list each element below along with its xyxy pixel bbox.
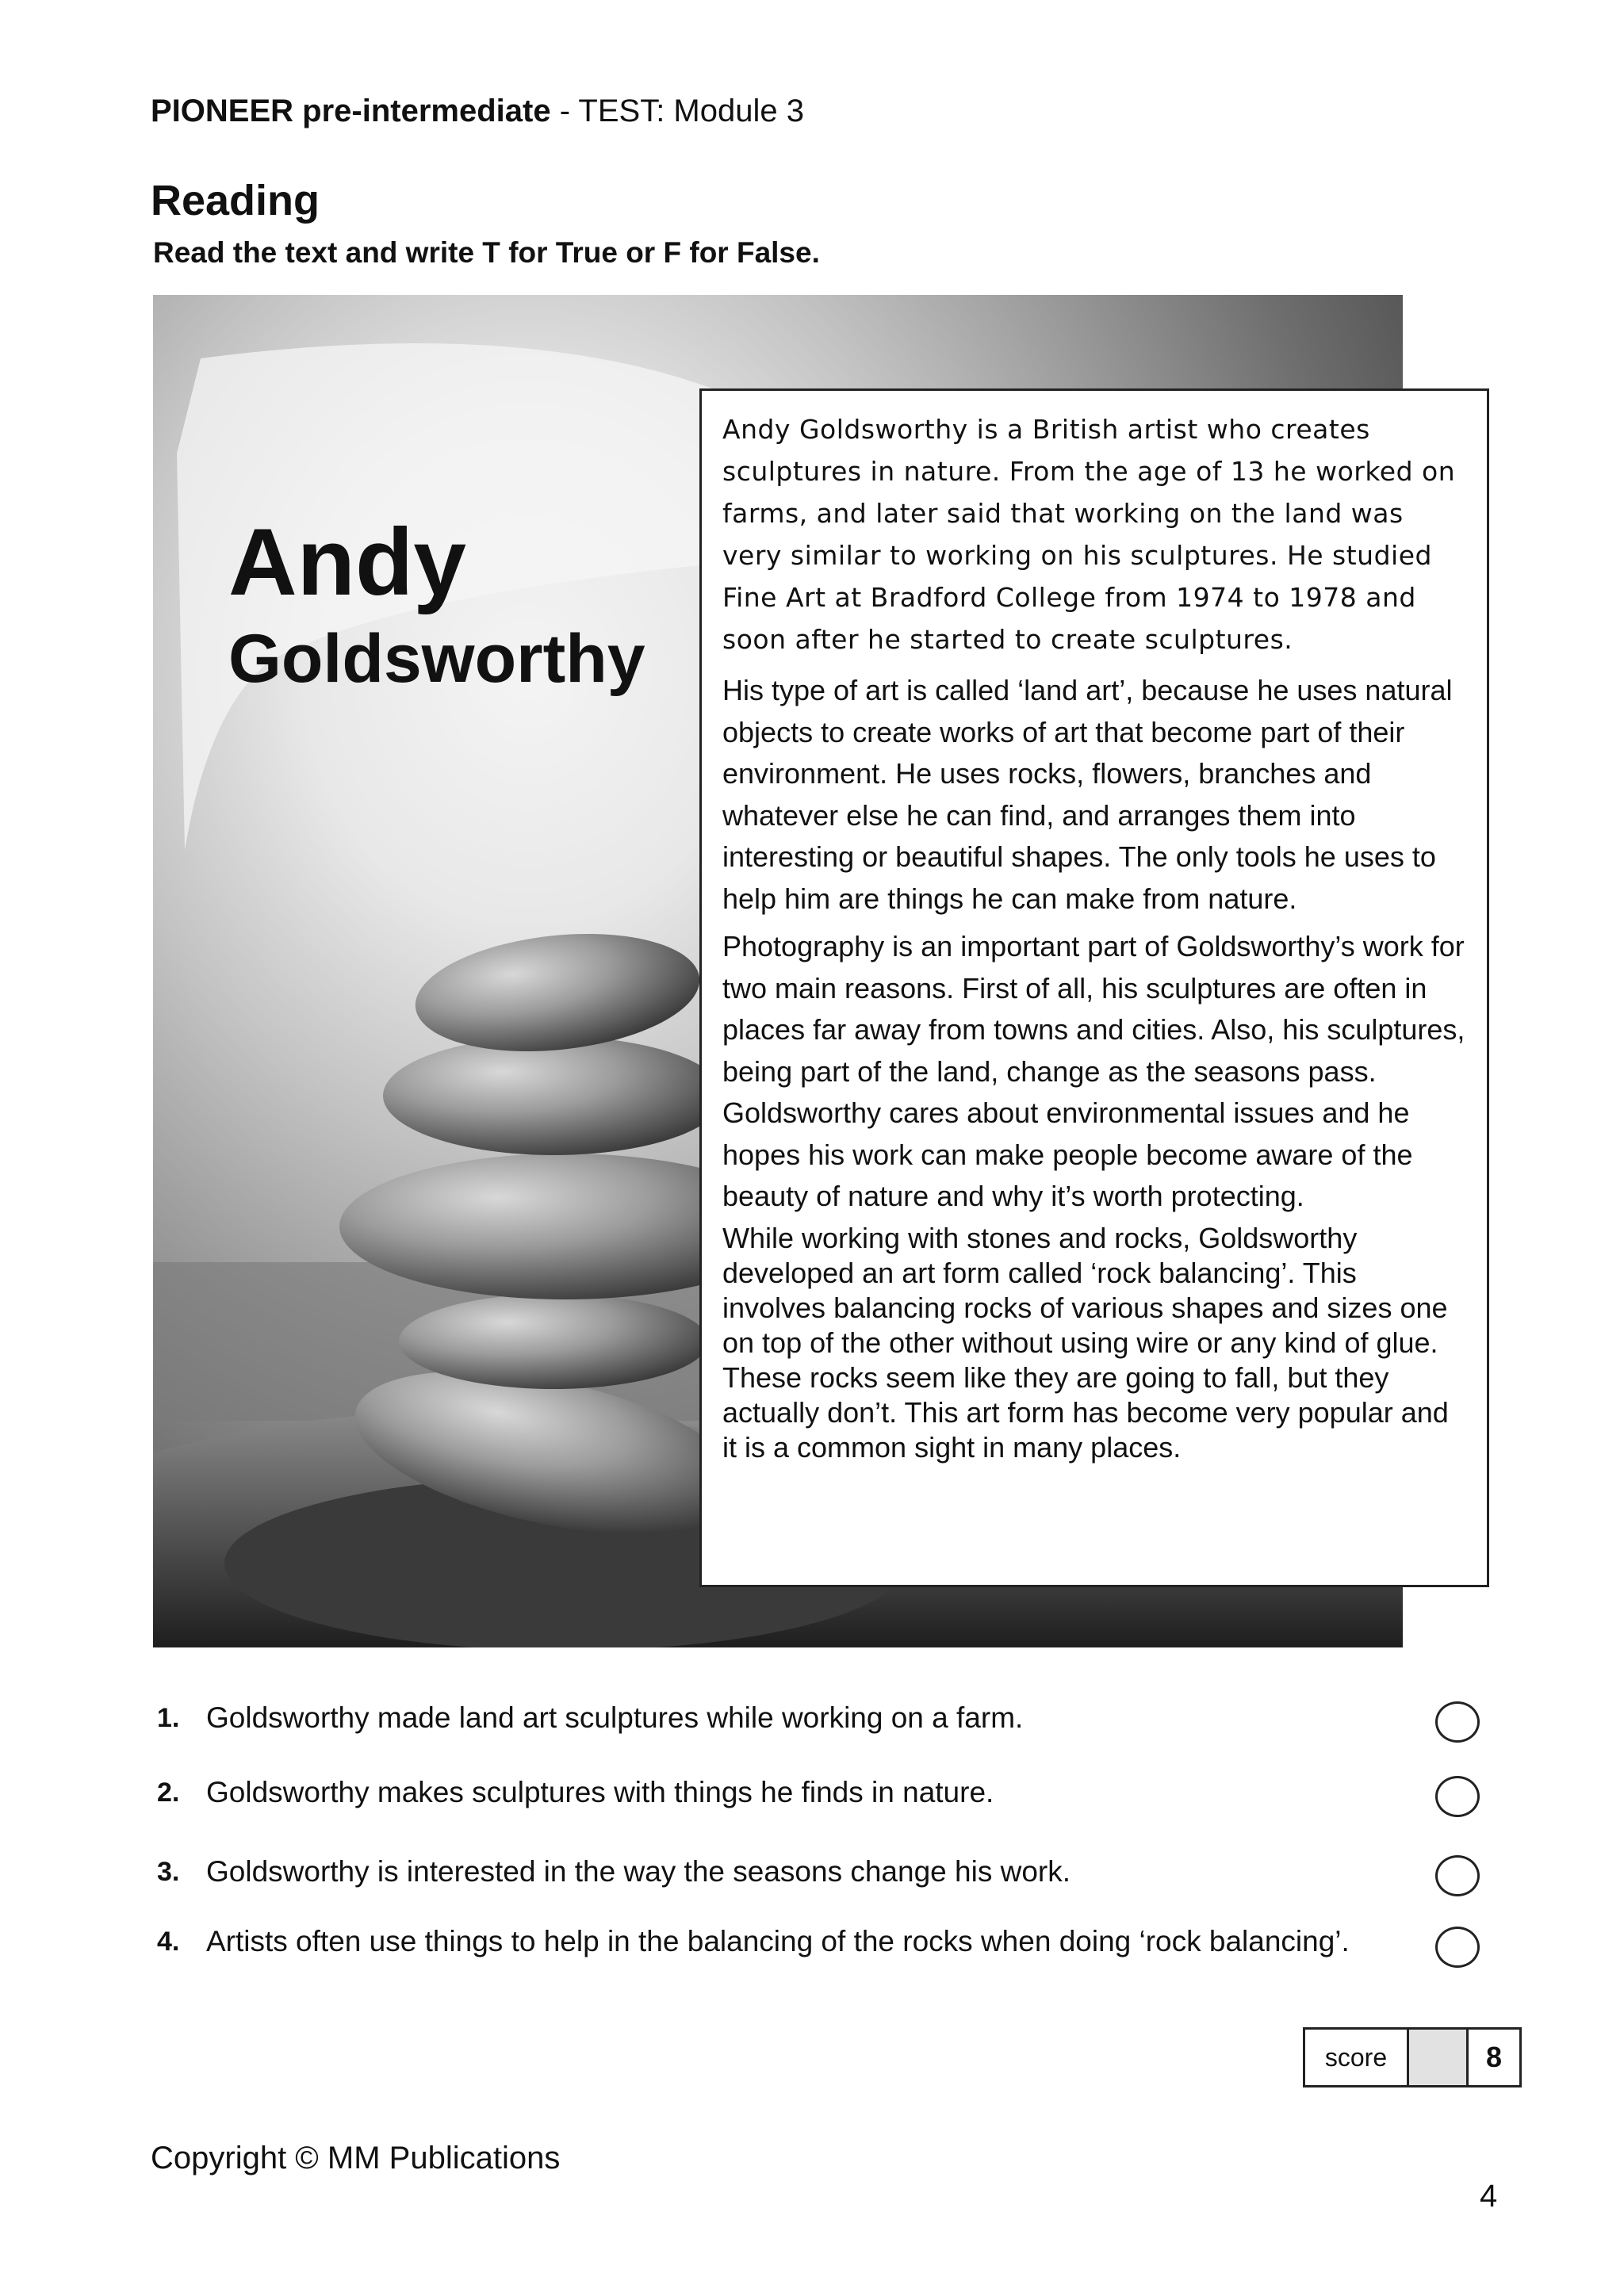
photo-title-last-name: Goldsworthy — [228, 621, 645, 697]
score-label: score — [1305, 2030, 1409, 2085]
question-4-number: 4. — [157, 1927, 180, 1957]
question-2-text: Goldsworthy makes sculptures with things he finds in nature. — [206, 1776, 994, 1808]
page-header — [151, 94, 804, 129]
question-4-text: Artists often use things to help in the balancing of the rocks when doing ‘rock balancing’. — [206, 1925, 1350, 1957]
header-test-title: - TEST: Module 3 — [550, 94, 804, 128]
score-box — [1303, 2027, 1522, 2087]
article-paragraph-4: While working with stones and rocks, Goldsworthy developed an art form called ‘rock balancing’. This involves balancing rocks of various shapes and sizes one on top of the other without using wire or any kind of glue. These rocks seem like they are going to fall, but they actually don’t. This art form has become very popular and it is a common sight in many places. — [722, 1221, 1449, 1464]
question-1-answer-circle[interactable] — [1435, 1701, 1480, 1743]
question-3-answer-circle[interactable] — [1435, 1855, 1480, 1896]
question-3-number: 3. — [157, 1857, 180, 1887]
question-1-number: 1. — [157, 1703, 180, 1733]
section-title: Reading — [151, 177, 320, 224]
copyright-notice: Copyright © MM Publications — [151, 2141, 561, 2175]
question-2-answer-circle[interactable] — [1435, 1776, 1480, 1817]
question-2-number: 2. — [157, 1777, 180, 1808]
rock-5 — [409, 921, 705, 1065]
photo-title-first-name: Andy — [228, 509, 466, 615]
article-paragraph-1: Andy Goldsworthy is a British artist who creates sculptures in nature. From the age of 13 he worked on farms, and later said that working on the land was very similar to working on his sculptures. He studied Fine Art at Bradford College from 1974 to 1978 and soon after he started to create sculptures. — [722, 414, 1456, 655]
page-number: 4 — [1480, 2179, 1498, 2214]
article-text-box — [699, 388, 1489, 1587]
instruction-text: Read the text and write T for True or F for False. — [153, 236, 820, 269]
question-3-text: Goldsworthy is interested in the way the seasons change his work. — [206, 1855, 1071, 1888]
question-1-text: Goldsworthy made land art sculptures while working on a farm. — [206, 1701, 1024, 1734]
header-course-title: PIONEER pre-intermediate — [151, 94, 551, 128]
article-paragraph-2: His type of art is called ‘land art’, because he uses natural objects to create works of art that become part of their environment. He uses rocks, flowers, branches and whatever else he can find, and arranges them into interesting or beautiful shapes. The only tools he uses to help him are things he can make from nature. — [722, 674, 1453, 915]
question-4-answer-circle[interactable] — [1435, 1927, 1480, 1968]
article-paragraph-3: Photography is an important part of Goldsworthy’s work for two main reasons. First of all, his sculptures are often in places far away from towns and cities. Also, his sculptures, being part of the land, change as the seasons pass. Goldsworthy cares about environmental issues and he hopes his work can make people become aware of the beauty of nature and why it’s worth protecting. — [722, 930, 1465, 1212]
rock-2 — [399, 1294, 708, 1389]
score-max-value: 8 — [1485, 2041, 1503, 2073]
score-entry-field[interactable] — [1409, 2030, 1469, 2085]
rock-4 — [383, 1036, 724, 1155]
